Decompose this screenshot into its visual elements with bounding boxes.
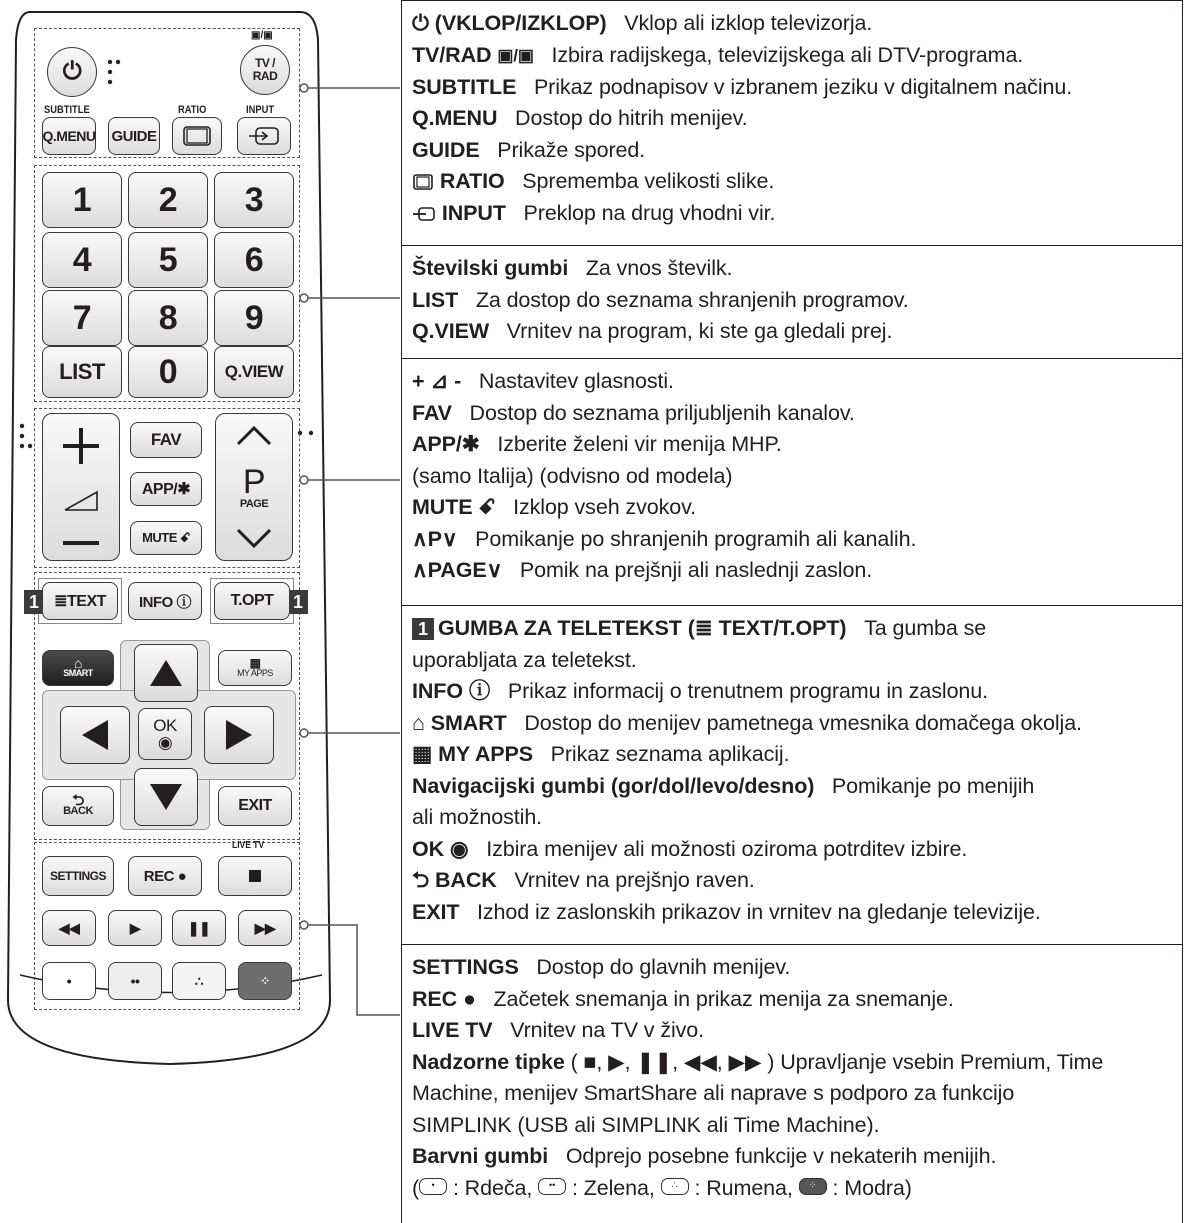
guide-button[interactable]: GUIDE [108, 117, 160, 155]
volume-rocker[interactable] [42, 413, 120, 561]
up-arrow-button[interactable] [134, 644, 198, 702]
text-button[interactable]: ≣TEXT [42, 582, 118, 620]
yellow-button[interactable] [172, 962, 226, 1000]
desc-row: ▦ MY APPS Prikaz seznama aplikacij. [412, 742, 790, 766]
red-dot-icon: • [66, 973, 72, 989]
desc-row: uporabljata za teletekst. [412, 647, 637, 672]
left-arrow-icon [80, 718, 110, 752]
volume-up-icon [61, 426, 101, 466]
play-button[interactable] [108, 910, 162, 946]
down-arrow-icon [148, 782, 184, 812]
ok-icon: ◉ [157, 733, 173, 752]
digit-1-button[interactable]: 1 [42, 172, 122, 228]
tv-radio-icon: ▣/▣ [497, 46, 534, 66]
smart-button[interactable] [42, 650, 114, 686]
page-up-icon [234, 424, 274, 446]
input-icon [247, 124, 281, 148]
desc-row: ⌂ SMART Dostop do menijev pametnega vmesnika domačega okolja. [412, 710, 1082, 735]
ok-label: OK [153, 716, 177, 735]
desc-row: INPUT Preklop na drug vhodni vir. [412, 198, 1182, 230]
desc-row: LIST Za dostop do seznama shranjenih programov. [412, 287, 909, 312]
page-rocker[interactable] [215, 413, 293, 561]
input-button[interactable] [237, 117, 291, 155]
teletext-badge-left: 1 [24, 590, 44, 614]
desc-row: ∧PAGE∨ Pomik na prejšnji ali naslednji zaslon. [412, 558, 873, 582]
green-button[interactable] [108, 962, 162, 1000]
ratio-label: RATIO [178, 104, 207, 116]
input-icon [412, 205, 436, 223]
ratio-icon [181, 124, 213, 148]
red-key-icon: • [419, 1178, 447, 1195]
desc-row: SUBTITLE Prikaz podnapisov v izbranem jeziku v digitalnem načinu. [412, 74, 1073, 99]
desc-row-colors: ( • : Rdeča, •• : Zelena, ∴ : Rumena, ⁘ : Modra) [412, 1175, 912, 1200]
section-playback-colors [401, 944, 1183, 1223]
desc-row: REC ● Začetek snemanja in prikaz menija za snemanje. [412, 986, 954, 1011]
app-button[interactable]: APP/✱ [130, 472, 202, 506]
topt-button[interactable]: T.OPT [214, 582, 290, 620]
tv-rad-top: TV / [254, 56, 275, 70]
input-label: INPUT [246, 104, 275, 116]
smart-label: SMART [63, 668, 93, 678]
remote-control-illustration [0, 0, 400, 1223]
rec-button[interactable]: REC ● [128, 856, 202, 896]
tv-rad-button[interactable] [240, 45, 290, 95]
desc-row: + ⊿ - Nastavitev glasnosti. [412, 369, 674, 393]
page-down-icon [234, 528, 274, 550]
desc-row: LIVE TV Vrnitev na TV v živo. [412, 1018, 705, 1042]
desc-row: OK ◉ Izbira menijev ali možnosti oziroma potrditev izbire. [412, 836, 968, 861]
tvrad-icon: ▣/▣ [251, 30, 273, 41]
up-arrow-icon [148, 658, 184, 688]
desc-row: SETTINGS Dostop do glavnih menijev. [412, 955, 791, 979]
myapps-icon: ▦ [249, 656, 261, 670]
pause-button[interactable] [172, 910, 226, 946]
desc-row: ⏻ (VKLOP/IZKLOP) Vklop ali izklop televizorja. [412, 11, 873, 35]
desc-row: MUTE ꗃ Izklop vseh zvokov. [412, 495, 697, 519]
desc-row: FAV Dostop do seznama priljubljenih kanalov. [412, 400, 855, 425]
teletext-badge-right: 1 [288, 590, 308, 614]
red-button[interactable] [42, 962, 96, 1000]
rewind-button[interactable] [42, 910, 96, 946]
desc-row: Navigacijski gumbi (gor/dol/levo/desno) Pomikanje po menijih [412, 773, 1035, 798]
desc-row: Nadzorne tipke ( ■, ▶, ❚❚, ◀◀, ▶▶ ) Upravljanje vsebin Premium, Time [412, 1049, 1104, 1074]
pause-icon: ❚❚ [187, 919, 211, 936]
right-arrow-icon [224, 718, 254, 752]
digit-7-button[interactable]: 7 [42, 290, 122, 346]
ratio-icon [412, 173, 434, 191]
digit-8-button[interactable]: 8 [128, 290, 208, 346]
desc-row: Machine, menijev SmartShare ali naprave s podporo za funkcijo [412, 1081, 1015, 1105]
fav-button[interactable]: FAV [130, 422, 202, 458]
digit-0-button[interactable]: 0 [128, 346, 208, 398]
livetv-label: LIVE TV [232, 840, 265, 851]
back-label: BACK [63, 805, 93, 817]
desc-row: (samo Italija) (odvisno od modela) [412, 463, 733, 488]
settings-button[interactable]: SETTINGS [42, 856, 114, 896]
desc-row: Q.VIEW Vrnitev na program, ki ste ga gledali prej. [412, 319, 893, 343]
info-button[interactable]: INFO ⓘ [128, 582, 202, 620]
yellow-dot-icon: ∴ [194, 972, 204, 989]
qview-button[interactable]: Q.VIEW [214, 346, 294, 398]
desc-row: SIMPLINK (USB ali SIMPLINK ali Time Machine). [412, 1112, 880, 1137]
desc-row: 1 GUMBA ZA TELETEKST (≣ TEXT/T.OPT) Ta gumba se [412, 613, 1182, 645]
ratio-button[interactable] [172, 117, 222, 155]
volume-down-icon [61, 538, 101, 548]
play-icon: ▶ [129, 919, 141, 936]
home-icon: ⌂ [74, 655, 82, 671]
digit-6-button[interactable]: 6 [214, 232, 294, 288]
desc-row: TV/RAD ▣/▣ Izbira radijskega, televizijskega ali DTV-programa. [412, 40, 1182, 72]
list-button[interactable]: LIST [42, 346, 122, 398]
digit-2-button[interactable]: 2 [128, 172, 208, 228]
qmenu-button[interactable]: Q.MENU [42, 117, 96, 155]
teletext-badge: 1 [412, 618, 434, 640]
section-number-buttons [401, 245, 1183, 359]
subtitle-label: SUBTITLE [44, 104, 90, 116]
digit-3-button[interactable]: 3 [214, 172, 294, 228]
fast-forward-icon: ▶▶ [254, 919, 276, 936]
right-arrow-button[interactable] [204, 706, 274, 764]
digit-5-button[interactable]: 5 [128, 232, 208, 288]
desc-row: ∧P∨ Pomikanje po shranjenih programih ali kanalih. [412, 526, 917, 551]
desc-row: Barvni gumbi Odprejo posebne funkcije v nekaterih menijih. [412, 1144, 997, 1168]
back-button[interactable] [42, 786, 114, 826]
desc-row: EXIT Izhod iz zaslonskih prikazov in vrnitev na gledanje televizije. [412, 899, 1041, 924]
rewind-icon: ◀◀ [58, 919, 80, 936]
down-arrow-button[interactable] [134, 768, 198, 826]
green-dot-icon: •• [130, 973, 140, 989]
back-icon: ⮌ [72, 792, 84, 809]
desc-row: ⮌ BACK Vrnitev na prejšnjo raven. [412, 868, 755, 892]
page-label: PAGE [239, 497, 269, 510]
section-navigation [401, 605, 1183, 945]
stop-icon [249, 870, 261, 882]
desc-row: ali možnostih. [412, 805, 543, 829]
volume-icon [61, 490, 101, 514]
desc-row: RATIO Sprememba velikosti slike. [412, 166, 1182, 198]
desc-row: Številski gumbi Za vnos številk. [412, 256, 733, 280]
power-button[interactable]: ⏻ [47, 47, 97, 97]
digit-4-button[interactable]: 4 [42, 232, 122, 288]
desc-row: GUIDE Prikaže spored. [412, 137, 646, 162]
livetv-button[interactable] [218, 856, 292, 896]
desc-row: APP/✱ Izberite želeni vir menija MHP. [412, 432, 782, 456]
tv-rad-bottom: RAD [252, 69, 278, 83]
ok-button[interactable] [138, 708, 192, 760]
page-p-label: P [242, 462, 266, 501]
desc-row: INFO ⓘ Prikaz informacij o trenutnem programu in zaslonu. [412, 679, 989, 703]
desc-row: Q.MENU Dostop do hitrih menijev. [412, 106, 748, 131]
blue-button[interactable] [238, 962, 292, 1000]
yellow-key-icon: ∴ [661, 1178, 689, 1195]
fast-forward-button[interactable] [238, 910, 292, 946]
left-arrow-button[interactable] [60, 706, 130, 764]
exit-button[interactable]: EXIT [218, 786, 292, 826]
myapps-button[interactable] [218, 650, 292, 686]
mute-button[interactable]: MUTE ꗃ [130, 521, 202, 555]
section-power-input [401, 0, 1183, 246]
blue-key-icon: ⁘ [799, 1178, 827, 1195]
myapps-label: MY APPS [237, 668, 273, 678]
green-key-icon: •• [538, 1178, 566, 1195]
blue-dot-icon: ⁘ [260, 974, 270, 988]
digit-9-button[interactable]: 9 [214, 290, 294, 346]
section-volume-channel [401, 358, 1183, 606]
description-table [401, 0, 1184, 1223]
